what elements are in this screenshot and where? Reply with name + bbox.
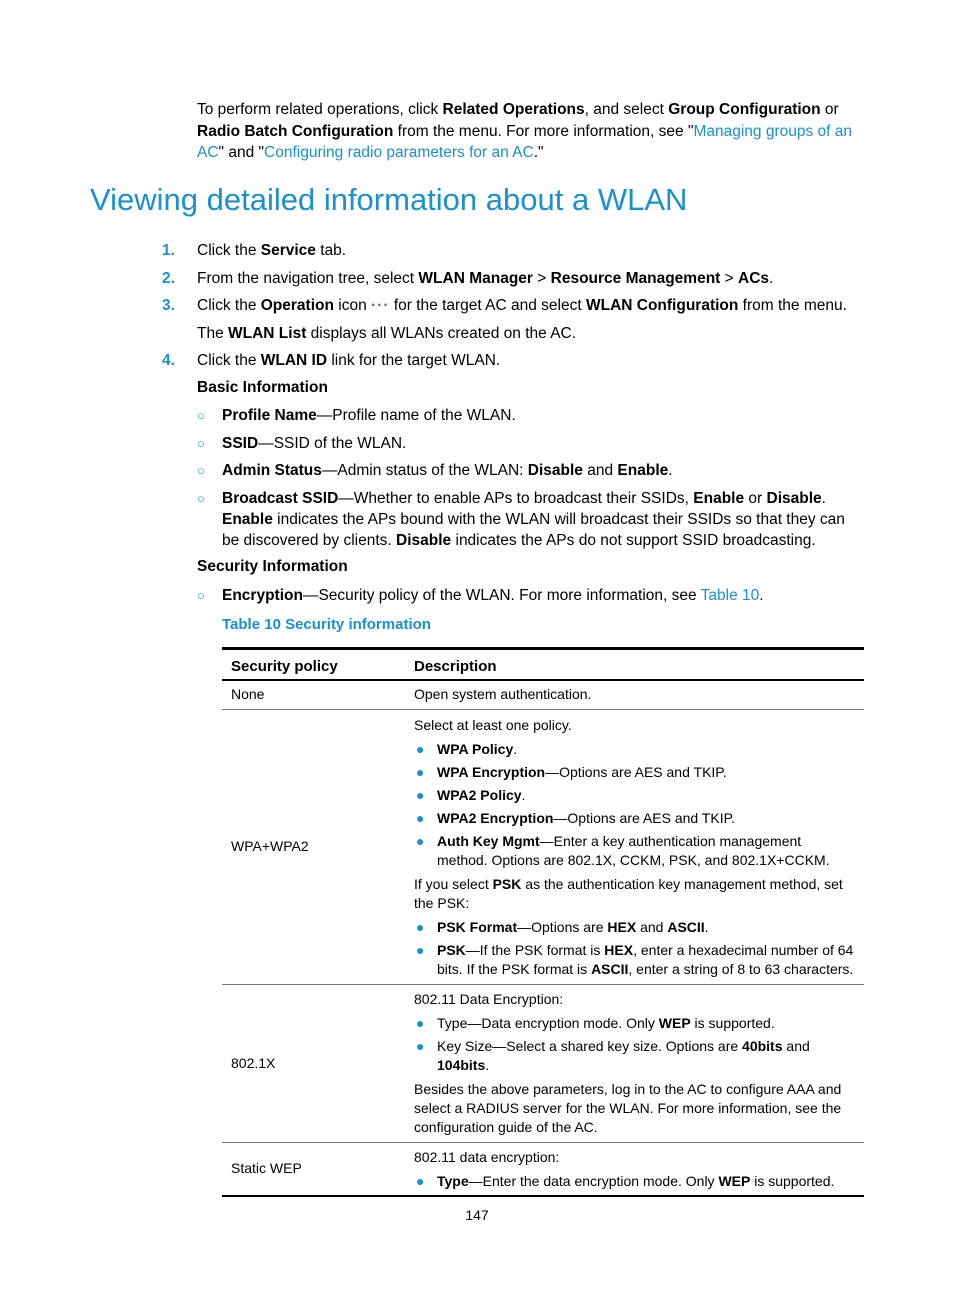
bullet-dot-icon: ● bbox=[416, 786, 425, 803]
bullet-dot-icon: ● bbox=[416, 740, 425, 757]
intro-paragraph: To perform related operations, click Related Operations, and select Group Configuration or Radio Batch Configuration from the menu. For more information, see "Managing groups of an AC" and "Configuring radio parameters for an AC." bbox=[197, 101, 853, 161]
header-security-policy: Security policy bbox=[222, 649, 405, 681]
list-item-encryption: ○ Encryption—Security policy of the WLAN. For more information, see Table 10. bbox=[197, 587, 764, 604]
bullet-dot-icon: ● bbox=[416, 1172, 425, 1189]
circle-bullet-icon: ○ bbox=[197, 436, 205, 451]
bullet-dot-icon: ● bbox=[416, 918, 425, 935]
bullet-dot-icon: ● bbox=[416, 941, 425, 958]
step-3: 3. Click the Operation icon ··· for the target AC and select WLAN Configuration from the menu. bbox=[162, 297, 847, 314]
link-configuring-radio[interactable]: Configuring radio parameters for an AC bbox=[264, 144, 534, 161]
bullet-dot-icon: ● bbox=[416, 809, 425, 826]
page-number: 147 bbox=[465, 1207, 489, 1223]
circle-bullet-icon: ○ bbox=[197, 408, 205, 423]
basic-info-title: Basic Information bbox=[197, 379, 328, 396]
security-table bbox=[222, 647, 864, 1197]
table-row-wpa: WPA+WPA2 Select at least one policy. ● WPA Policy. ● WPA Encryption—Options are AES and TKIP. ● WPA2 Policy. ● WPA2 Encryption—Options are AES and TKIP. ● Auth Key Mgmt—Enter a key authentication management method. Options are 802.1X, CCKM, PSK, and 802.1X+CCKM. If you select PSK as the authentication key management method, set the PSK: ● PSK Format—Options are HEX and ASCII. ● PSK—If the PSK format is HEX, enter a hexadecimal number of 64 bits. If the PSK format is ASCII, enter a string of 8 to 63 characters. bbox=[222, 709, 864, 984]
list-item-broadcast-ssid: ○ Broadcast SSID—Whether to enable APs to broadcast their SSIDs, Enable or Disable. Enable indicates the APs bound with the WLAN will broadcast their SSIDs so that they can be discovered by clients. Disable indicates the APs do not support SSID broadcasting. bbox=[197, 490, 845, 549]
link-table-10[interactable]: Table 10 bbox=[700, 587, 760, 604]
table-row-none: None Open system authentication. bbox=[222, 680, 864, 709]
circle-bullet-icon: ○ bbox=[197, 491, 205, 506]
table-row-static-wep: Static WEP 802.11 data encryption: ● Type—Enter the data encryption mode. Only WEP is supported. bbox=[222, 1142, 864, 1196]
circle-bullet-icon: ○ bbox=[197, 463, 205, 478]
list-item-ssid: ○ SSID—SSID of the WLAN. bbox=[197, 435, 407, 452]
bullet-dot-icon: ● bbox=[416, 763, 425, 780]
step-1: 1. Click the Service tab. bbox=[162, 242, 347, 259]
list-item-admin-status: ○ Admin Status—Admin status of the WLAN: Disable and Enable. bbox=[197, 462, 673, 479]
bullet-dot-icon: ● bbox=[416, 832, 425, 849]
step-4: 4. Click the WLAN ID link for the target WLAN. bbox=[162, 352, 501, 369]
bullet-dot-icon: ● bbox=[416, 1037, 425, 1054]
table-row-8021x: 802.1X 802.11 Data Encryption: ● Type—Data encryption mode. Only WEP is supported. ● Key Size—Select a shared key size. Options are 40bits and 104bits. Besides the above parameters, log in to the AC to configure AAA and select a RADIUS server for the WLAN. For more information, see the configuration guide of the AC. bbox=[222, 984, 864, 1142]
circle-bullet-icon: ○ bbox=[197, 588, 205, 603]
list-item-profile-name: ○ Profile Name—Profile name of the WLAN. bbox=[197, 407, 516, 424]
bullet-dot-icon: ● bbox=[416, 1014, 425, 1031]
step-2: 2. From the navigation tree, select WLAN Manager > Resource Management > ACs. bbox=[162, 270, 774, 287]
link-managing-groups[interactable]: Managing groups of an AC bbox=[197, 122, 853, 161]
section-heading: Viewing detailed information about a WLAN bbox=[90, 182, 688, 217]
operation-icon: ··· bbox=[371, 297, 390, 314]
table-caption: Table 10 Security information bbox=[222, 616, 431, 633]
header-description: Description bbox=[405, 649, 864, 681]
wlan-list-note: The WLAN List displays all WLANs created on the AC. bbox=[197, 325, 577, 342]
security-info-title: Security Information bbox=[197, 558, 348, 575]
